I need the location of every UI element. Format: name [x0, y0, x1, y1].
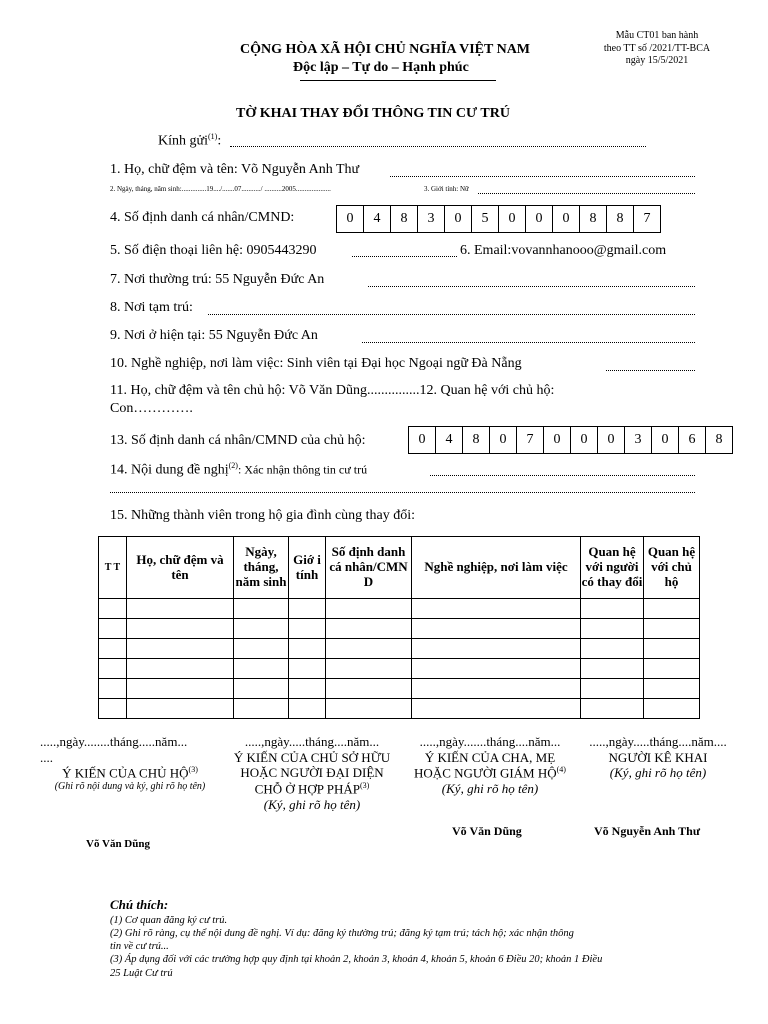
signature-owner: .....,ngày.....tháng....năm... Ý KIẾN CỦA CHỦ SỞ HỮU HOẶC NGƯỜI ĐẠI DIỆN CHỖ Ở HỢP PHÁP$^{(3)}$ (Ký, ghi rõ họ tên) — [233, 734, 391, 812]
field-1-line — [390, 176, 695, 177]
temporary-address-line[interactable] — [208, 314, 695, 315]
field-6: 6. Email:vovannhanooo@gmail.com — [460, 243, 667, 258]
form-code: Mẫu CT01 ban hành theo TT số /2021/TT-BCA ngày 15/5/2021 — [603, 30, 711, 66]
col-stt: T T — [99, 537, 127, 599]
field-14-line — [430, 475, 695, 476]
field-10: 10. Nghề nghiệp, nơi làm việc: Sinh viên tại Đại học Ngoại ngữ Đà Nẵng — [110, 356, 522, 371]
recipient-label: Kính gửi$^{(1)}$: — [158, 132, 222, 149]
table-row[interactable] — [99, 639, 700, 659]
field-8: 8. Nơi tạm trú: — [110, 300, 193, 315]
col-name: Họ, chữ đệm và tên — [127, 537, 234, 599]
field-9-line — [362, 342, 695, 343]
col-gender: Giớ i tính — [289, 537, 326, 599]
occupation-value[interactable]: Sinh viên tại Đại học Ngoại ngữ Đà Nẵng — [286, 356, 522, 371]
recipient-line[interactable] — [230, 146, 646, 147]
household-head-signature-name: Võ Văn Dũng — [86, 838, 150, 850]
members-table — [98, 536, 700, 719]
signature-declarant: .....,ngày.....tháng....năm.... NGƯỜI KÊ KHAI (Ký, ghi rõ họ tên) — [589, 734, 727, 781]
field-3: 3. Giới tính: Nữ — [424, 185, 469, 193]
motto-underline — [300, 80, 496, 81]
household-id-boxes[interactable]: 0 4 8 0 7 0 0 0 3 0 6 8 — [408, 426, 733, 454]
field-5-line — [352, 256, 457, 257]
phone-value[interactable]: 0905443290 — [246, 243, 317, 258]
signature-guardian: .....,ngày.......tháng....năm... Ý KIẾN CỦA CHA, MẸ HOẶC NGƯỜI GIÁM HỘ$^{(4)}$ (Ký, ghi rõ họ tên) — [414, 734, 566, 797]
field-1: 1. Họ, chữ đệm và tên: Võ Nguyễn Anh Thư — [110, 162, 360, 177]
email-value[interactable]: vovannhanooo@gmail.com — [511, 243, 667, 258]
col-occupation: Nghề nghiệp, nơi làm việc — [412, 537, 581, 599]
field-11: 11. Họ, chữ đệm và tên chủ hộ: Võ Văn Dũng...............12. Quan hệ với chủ hộ: — [110, 383, 555, 398]
field-10-line — [606, 370, 695, 371]
field-14: 14. Nội dung đề nghị$^{(2)}$: Xác nhận thông tin cư trú — [110, 461, 368, 478]
field-7: 7. Nơi thường trú: 55 Nguyễn Đức An — [110, 272, 325, 287]
id-number-boxes[interactable]: 0 4 8 3 0 5 0 0 0 8 8 7 — [336, 205, 661, 233]
table-row[interactable] — [99, 599, 700, 619]
field-15: 15. Những thành viên trong hộ gia đình cùng thay đổi: — [110, 508, 416, 523]
motto: Độc lập – Tự do – Hạnh phúc — [293, 60, 469, 75]
request-value[interactable]: : Xác nhận thông tin cư trú — [237, 462, 368, 477]
permanent-address-value[interactable]: 55 Nguyễn Đức An — [215, 272, 325, 287]
household-head-value[interactable]: Võ Văn Dũng — [288, 383, 367, 398]
field-7-line — [368, 286, 695, 287]
field-5: 5. Số điện thoại liên hệ: 0905443290 — [110, 243, 317, 258]
col-id: Số định danh cá nhân/CMN D — [326, 537, 412, 599]
field-2: 2. Ngày, tháng, năm sinh:..............19..../.......07.........../ ..........2005.................... — [110, 185, 331, 193]
col-dob: Ngày, tháng, năm sinh — [234, 537, 289, 599]
guardian-signature-name: Võ Văn Dũng — [452, 824, 522, 838]
full-name-value[interactable]: Võ Nguyễn Anh Thư — [240, 162, 360, 177]
table-row[interactable] — [99, 679, 700, 699]
table-row[interactable] — [99, 699, 700, 719]
current-address-value[interactable]: 55 Nguyễn Đức An — [208, 328, 318, 343]
declarant-signature-name: Võ Nguyễn Anh Thư — [594, 824, 701, 838]
field-9: 9. Nơi ở hiện tại: 55 Nguyễn Đức An — [110, 328, 318, 343]
notes-body: (1) Cơ quan đăng ký cư trú. (2) Ghi rõ ràng, cụ thể nội dung đề nghị. Ví dụ: đăng ký thường trú; đăng ký tạm trú; tách hộ; xác nhận thông tin về cư trú... (3) Áp dụng đối với các trường hợp quy định tại khoản 2, khoản 3, khoản 4, khoản 5, khoản 6 Điều 20; khoản 1 Điều 25 Luật Cư trú — [110, 915, 603, 979]
table-row[interactable] — [99, 659, 700, 679]
field-13: 13. Số định danh cá nhân/CMND của chủ hộ: — [110, 433, 366, 448]
country-name: CỘNG HÒA XÃ HỘI CHỦ NGHĨA VIỆT NAM — [240, 42, 531, 57]
col-relation-changer: Quan hệ với người có thay đổi — [581, 537, 644, 599]
field-4: 4. Số định danh cá nhân/CMND: — [110, 210, 295, 225]
field-3-line — [478, 193, 695, 194]
form-title: TỜ KHAI THAY ĐỔI THÔNG TIN CƯ TRÚ — [236, 106, 510, 121]
field-12-value[interactable]: Con…………. — [110, 401, 193, 416]
notes-heading: Chú thích: — [110, 897, 169, 912]
col-relation-head: Quan hệ với chủ hộ — [644, 537, 700, 599]
table-row[interactable] — [99, 619, 700, 639]
signature-household-head: .....,ngày........tháng.....năm... .... Ý KIẾN CỦA CHỦ HỘ$^{(3)}$ (Ghi rõ nội dung và ký, ghi rõ họ tên) — [40, 734, 206, 793]
field-14-line-2[interactable] — [110, 492, 695, 493]
